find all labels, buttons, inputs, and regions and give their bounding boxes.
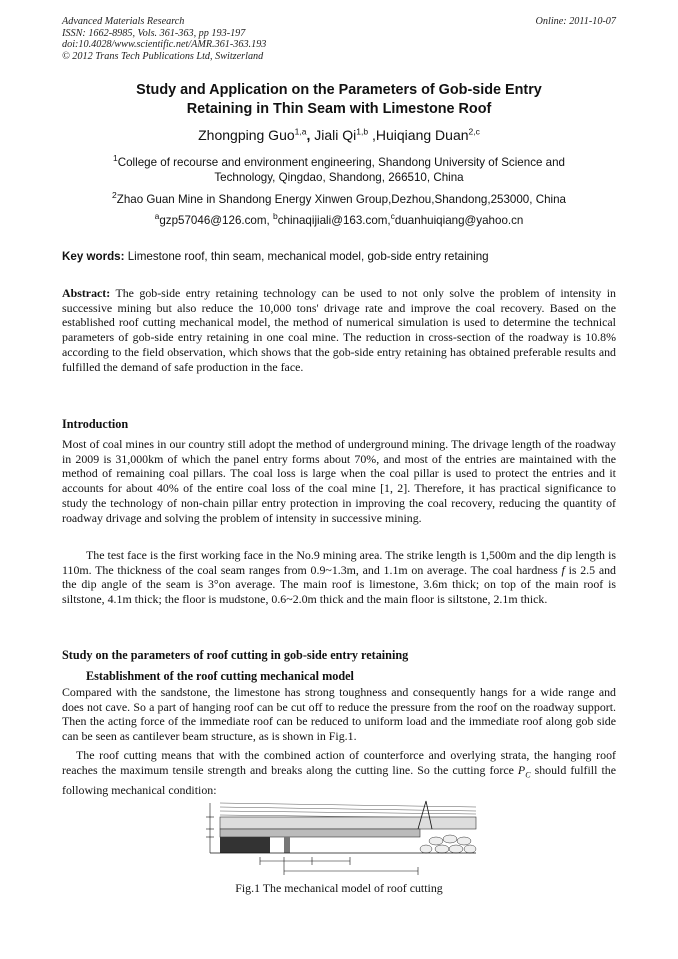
affiliation-1 [62,155,616,185]
journal-header [62,16,266,62]
study-paragraph-1: Compared with the sandstone, the limestone has strong toughness and consequently hangs for a wide range and does not cave. So a part of hanging roof can be cut off to reduce the pressure from the roof on the roadway support. Then the acting force of the immediate roof can be reduced to uniform load and the immediate roof along gob side can be seen as cantilever beam structure, as is shown in Fig.1. [62,685,616,744]
email-b: chinaqijiali@163.com, [277,214,391,227]
affiliation-line: College of recourse and environment engineering, Shandong University of Science and [117,156,566,169]
online-date: Online: 2011-10-07 [535,16,616,27]
intro-p2-text-a: The test face is the first working face in the No.9 mining area. The strike length is 1,500m and the dip length is 110m. The thickness of the coal seam ranges from 0.9~1.3m, and 1.1m on average. The coal hardness [62,548,616,577]
study-p2-text-b: should fulfill the following mechanical condition: [62,762,616,797]
affiliation-2 [62,192,616,207]
roadway-support [284,837,290,853]
keywords [62,250,618,263]
affiliation-sup: 2 [112,190,117,201]
abstract-text: The gob-side entry retaining technology can be used to not only solve the problem of intensity in successive mining but also reduce the 10,000 tons' drivage rate and improve the coal recovery. Based on the established roof cutting mechanical model, the method of numerical simulation is used to determine the technical parameters of gob-side entry retaining in one coal mine. The reduction in cross-section of the roadway is 10.8% according to the field observation, which shows that the gob-side entry retaining has obtained preferable results and fulfilled the demand of safe production in the face. [62,286,616,374]
copyright-line: © 2012 Trans Tech Publications Ltd, Switzerland [62,50,264,62]
study-p2-text-a: The roof cutting means that with the combined action of counterforce and overlying strata, the hanging roof reaches the maximum tensile strength and breaks along the cutting line. So the cutting force [62,748,616,777]
email-sup: a [154,211,160,222]
figure-caption: Fig.1 The mechanical model of roof cutting [235,881,443,895]
keywords-label: Key words: [62,250,125,263]
keywords-text: Limestone roof, thin seam, mechanical model, gob-side entry retaining [124,250,489,263]
email-sup: c [390,211,395,222]
issn-line: ISSN: 1662-8985, Vols. 361-363, pp 193-197 [62,27,246,39]
caved-gob-rocks [420,835,476,853]
doi-line: doi:10.4028/www.scientific.net/AMR.361-363.193 [62,39,267,51]
journal-name: Advanced Materials Research [62,16,185,27]
abstract-label: Abstract: [62,286,111,300]
author-sep: , [306,127,315,143]
author-name: Jiali Qi [314,127,357,143]
author-sup: 1,b [356,126,369,137]
symbol-pc-subscript: C [525,770,531,780]
bottom-dimension-marks [260,857,418,875]
intro-p2-text-b: is 2.5 and the dip angle of the seam is 3°on average. The main roof is limestone, 3.6m thick; on top of the main roof is siltstone, 4.1m thick; the floor is mudstone, 0.6~2.0m thick and the main floor is siltstone, 2.1m thick. [62,562,616,607]
introduction-paragraph-2 [62,548,616,607]
author-list [62,127,616,143]
author-emails [62,213,616,228]
affiliation-line: Technology, Qingdao, Shandong, 266510, China [214,171,464,184]
study-heading: Study on the parameters of roof cutting in gob-side entry retaining [62,648,409,662]
abstract [62,286,616,374]
intro-p2-symbol-f: f [561,562,565,577]
left-dimension-marks [206,803,214,853]
author-sup: 1,a [294,126,307,137]
main-roof-layer [220,817,476,829]
email-a: gzp57046@126.com, [159,214,273,227]
author-name: Huiqiang Duan [375,127,469,143]
title-line-1: Study and Application on the Parameters of Gob-side Entry [136,82,542,98]
affiliation-line: Zhao Guan Mine in Shandong Energy Xinwen Group,Dezhou,Shandong,253000, China [116,193,566,206]
email-sup: b [272,211,278,222]
immediate-roof-cantilever [220,829,420,837]
author-name: Zhongping Guo [198,127,295,143]
coal-seam [220,837,270,853]
overlying-strata [220,803,476,818]
introduction-paragraph-1: Most of coal mines in our country still adopt the method of underground mining. The drivage length of the roadway in 2009 is 31,000km of which the panel entry forms about 70%, and most of the entries are maintained with the method of remaining coal pillars. The coal loss is large when the coal pillar is used to protect the entries and it accounts for about 40% of the entire coal loss of the coal mine [1, 2]. Therefore, it has practical significance to study the technology of non-chain pillar entry protection in improving the coal recovery, reducing the quantity of roadway drivage and solving the problem of intensity in successive mining. [62,437,616,525]
introduction-heading: Introduction [62,417,129,431]
establishment-subheading: Establishment of the roof cutting mechanical model [86,669,354,683]
study-paragraph-2 [62,748,616,797]
paper-title [62,81,616,119]
roof-cutting-model-figure [200,797,480,877]
title-line-2: Retaining in Thin Seam with Limestone Roof [186,101,492,117]
email-c: duanhuiqiang@yahoo.cn [394,214,524,227]
symbol-pc: P [517,762,526,777]
author-sup: 2,c [468,126,480,137]
affiliation-sup: 1 [112,153,118,164]
author-sep: , [368,127,376,143]
